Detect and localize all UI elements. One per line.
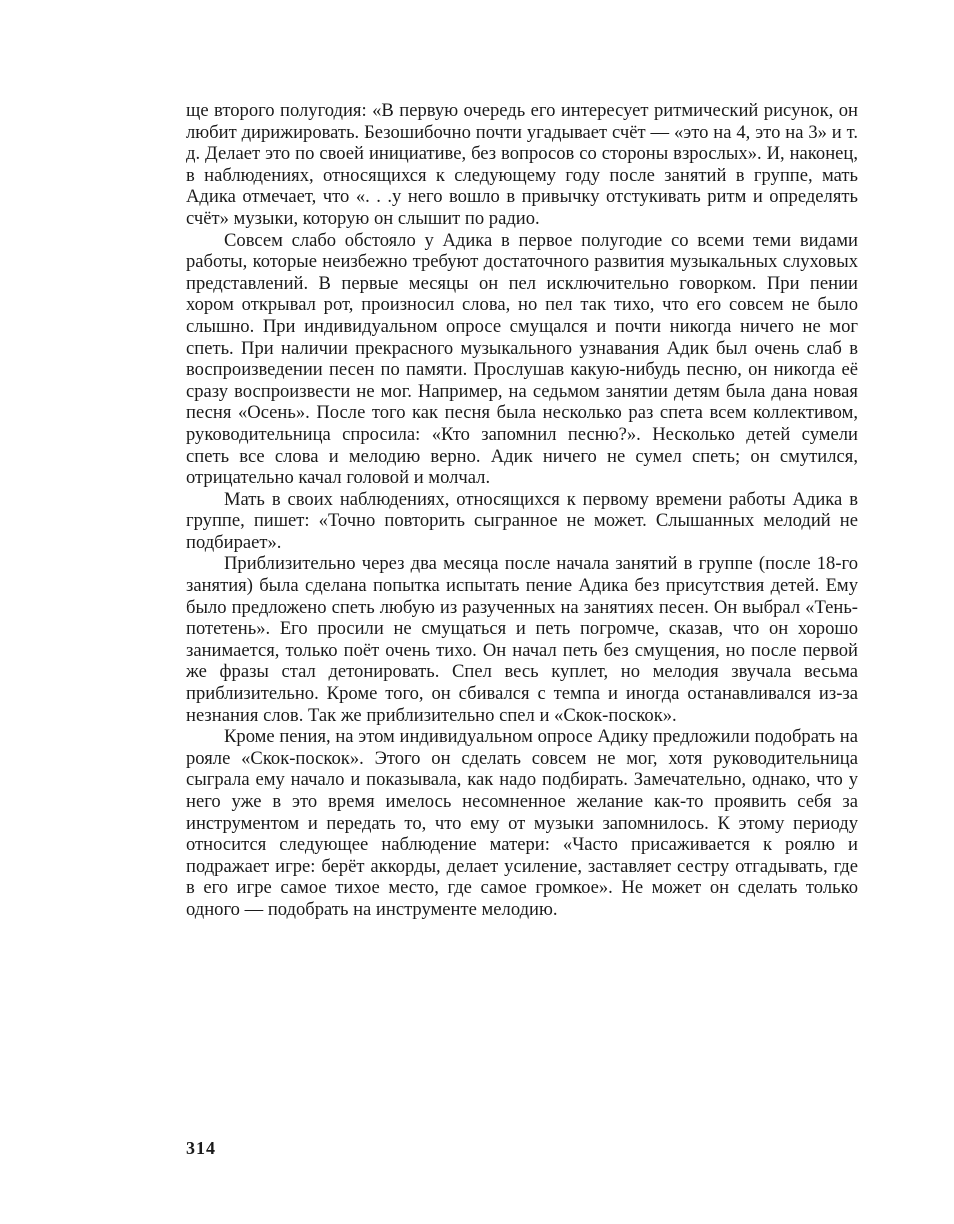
paragraph-1: ще второго полугодия: «В первую очередь его интересует ритмический рисунок, он любит дирижировать. Безошибочно почти угадывает счёт — «это на 4, это на 3» и т. д. Делает это по своей инициативе, без вопросов со стороны взрослых». И, наконец, в наблюдениях, относящихся к следующему году после занятий в группе, мать Адика отмечает, что «. . .у него вошло в привычку отстукивать ритм и определять счёт» музыки, которую он слышит по радио. — [186, 100, 858, 229]
paragraph-3: Мать в своих наблюдениях, относящихся к первому времени работы Адика в группе, пишет: «Точно повторить сыгранное не может. Слышанных мелодий не подбирает». — [186, 488, 858, 553]
paragraph-2: Совсем слабо обстояло у Адика в первое полугодие со всеми теми видами работы, которые неизбежно требуют достаточного развития музыкальных слуховых представлений. В первые месяцы он пел исключительно говорком. При пении хором открывал рот, произносил слова, но пел так тихо, что его совсем не было слышно. При индивидуальном опросе смущался и почти никогда ничего не мог спеть. При наличии прекрасного музыкального узнавания Адик был очень слаб в воспроизведении песен по памяти. Прослушав какую-нибудь песню, он никогда её сразу воспроизвести не мог. Например, на седьмом занятии детям была дана новая песня «Осень». После того как песня была несколько раз спета всем коллективом, руководительница спросила: «Кто запомнил песню?». Несколько детей сумели спеть все слова и мелодию верно. Адик ничего не сумел спеть; он смутился, отрицательно качал головой и молчал. — [186, 229, 858, 489]
page-number: 314 — [186, 1138, 216, 1158]
book-page — [186, 100, 858, 1180]
paragraph-4: Приблизительно через два месяца после начала занятий в группе (после 18-го занятия) была сделана попытка испытать пение Адика без присутствия детей. Ему было предложено спеть любую из разученных на занятиях песен. Он выбрал «Тень-потетень». Его просили не смущаться и петь погромче, сказав, что он хорошо занимается, только поёт очень тихо. Он начал петь без смущения, но после первой же фразы стал детонировать. Спел весь куплет, но мелодия звучала весьма приблизительно. Кроме того, он сбивался с темпа и иногда останавливался из-за незнания слов. Так же приблизительно спел и «Скок-поскок». — [186, 553, 858, 726]
page-text — [186, 100, 858, 921]
paragraph-5: Кроме пения, на этом индивидуальном опросе Адику предложили подобрать на рояле «Скок-поскок». Этого он сделать совсем не мог, хотя руководительница сыграла ему начало и показывала, как надо подбирать. Замечательно, однако, что у него уже в это время имелось несомненное желание как-то проявить себя за инструментом и передать то, что ему от музыки запомнилось. К этому периоду относится следующее наблюдение матери: «Часто присаживается к роялю и подражает игре: берёт аккорды, делает усиление, заставляет сестру отгадывать, где в его игре самое тихое место, где самое громкое». Не может он сделать только одного — подобрать на инструменте мелодию. — [186, 726, 858, 920]
